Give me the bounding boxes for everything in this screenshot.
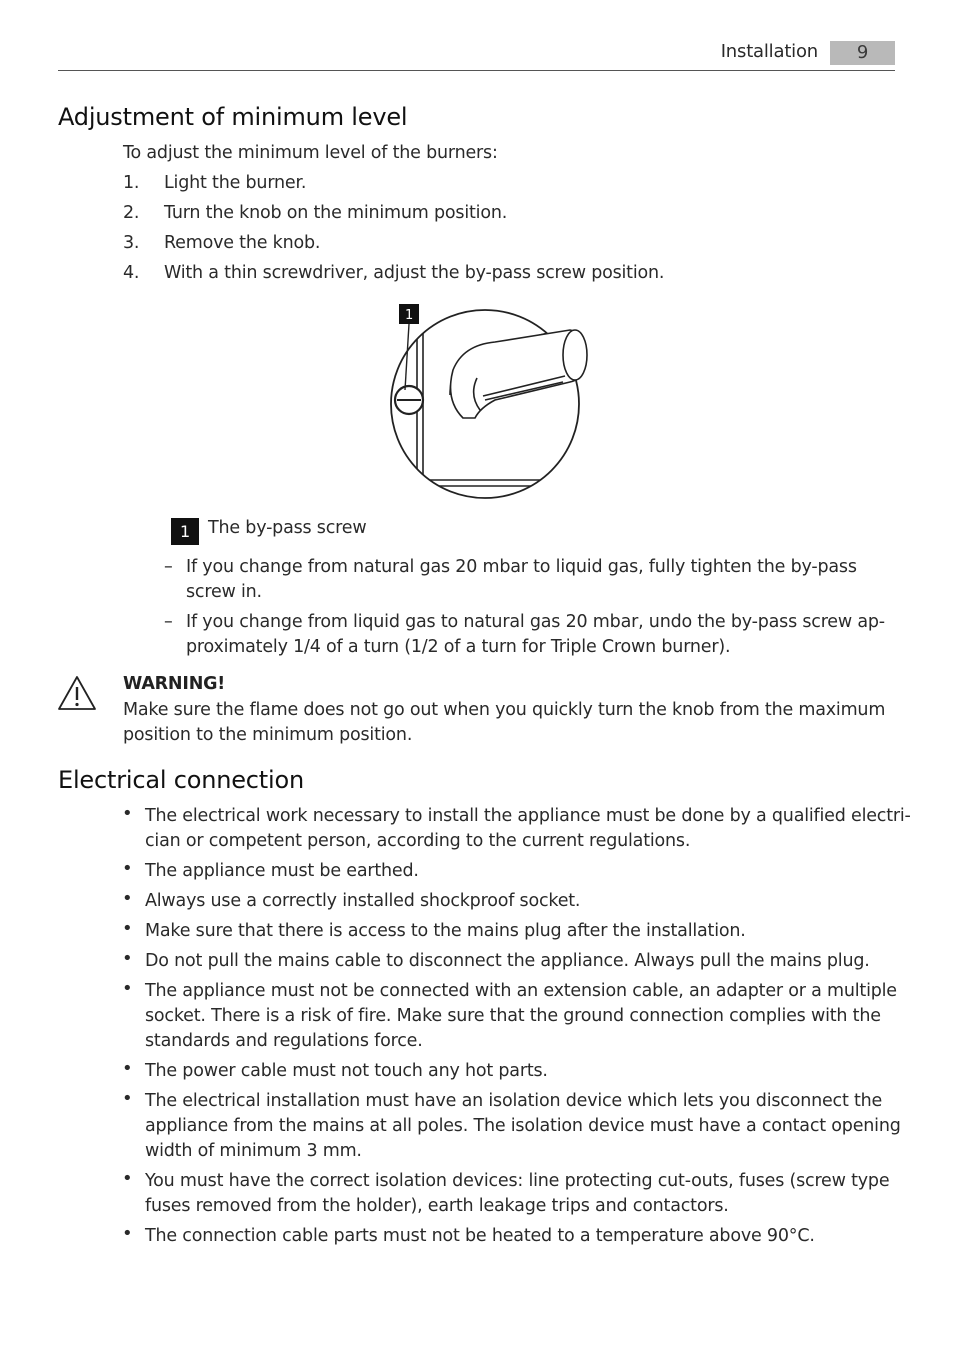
bullet-line: width of minimum 3 mm. [145, 1141, 362, 1161]
bullet-line: The appliance must be earthed. [145, 861, 419, 881]
page-number-badge: 9 [830, 41, 895, 65]
bullet-icon: • [122, 978, 133, 999]
dash-mark: – [164, 612, 173, 632]
bullet-line: Do not pull the mains cable to disconnect the appliance. Always pull the mains plug. [145, 951, 870, 971]
bullet-line: Always use a correctly installed shockproof socket. [145, 891, 581, 911]
legend-text: The by-pass screw [208, 518, 367, 538]
bullet-icon: • [122, 1168, 133, 1189]
bullet-line: The electrical installation must have an isolation device which lets you disconnect the [145, 1091, 883, 1111]
legend-number-badge: 1 [171, 518, 199, 545]
bullet-line: The electrical work necessary to install the appliance must be done by a qualified electri- [145, 806, 911, 826]
dash-item-line: proximately 1/4 of a turn (1/2 of a turn for Triple Crown burner). [186, 637, 731, 657]
bullet-icon: • [122, 888, 133, 909]
bullet-line: standards and regulations force. [145, 1031, 423, 1051]
bullet-line: appliance from the mains at all poles. The isolation device must have a contact opening [145, 1116, 901, 1136]
dash-mark: – [164, 557, 173, 577]
bullet-icon: • [122, 803, 133, 824]
step-number: 3. [123, 233, 140, 253]
bullet-line: fuses removed from the holder), earth leakage trips and contactors. [145, 1196, 729, 1216]
intro-text: To adjust the minimum level of the burners: [123, 143, 498, 163]
bullet-line: The appliance must not be connected with an extension cable, an adapter or a multiple [145, 981, 897, 1001]
bullet-icon: • [122, 1223, 133, 1244]
bullet-icon: • [122, 858, 133, 879]
bullet-icon: • [122, 948, 133, 969]
warning-title: WARNING! [123, 674, 226, 694]
step-text: Light the burner. [164, 173, 307, 193]
warning-text: Make sure the flame does not go out when you quickly turn the knob from the maximum [123, 700, 886, 720]
bypass-screw-illustration [385, 300, 635, 505]
step-number: 2. [123, 203, 140, 223]
dash-item-line: screw in. [186, 582, 262, 602]
section-heading-adjustment: Adjustment of minimum level [58, 103, 408, 131]
warning-triangle-icon [57, 675, 97, 711]
bullet-line: The connection cable parts must not be heated to a temperature above 90°C. [145, 1226, 815, 1246]
step-number: 1. [123, 173, 140, 193]
bullet-line: Make sure that there is access to the mains plug after the installation. [145, 921, 746, 941]
bullet-icon: • [122, 1088, 133, 1109]
warning-text: position to the minimum position. [123, 725, 413, 745]
dash-item-line: If you change from natural gas 20 mbar to liquid gas, fully tighten the by-pass [186, 557, 857, 577]
bullet-line: socket. There is a risk of fire. Make sure that the ground connection complies with the [145, 1006, 881, 1026]
section-heading-electrical: Electrical connection [58, 766, 304, 794]
dash-item-line: If you change from liquid gas to natural gas 20 mbar, undo the by-pass screw ap- [186, 612, 885, 632]
bullet-icon: • [122, 1058, 133, 1079]
header-divider [58, 70, 895, 71]
bullet-line: You must have the correct isolation devices: line protecting cut-outs, fuses (screw type [145, 1171, 890, 1191]
step-text: Turn the knob on the minimum position. [164, 203, 508, 223]
bullet-line: cian or competent person, according to the current regulations. [145, 831, 691, 851]
bullet-icon: • [122, 918, 133, 939]
header-section-title: Installation [720, 41, 818, 62]
step-text: With a thin screwdriver, adjust the by-pass screw position. [164, 263, 665, 283]
figure-callout-number: 1 [404, 308, 414, 323]
step-text: Remove the knob. [164, 233, 321, 253]
step-number: 4. [123, 263, 140, 283]
bullet-line: The power cable must not touch any hot parts. [145, 1061, 548, 1081]
